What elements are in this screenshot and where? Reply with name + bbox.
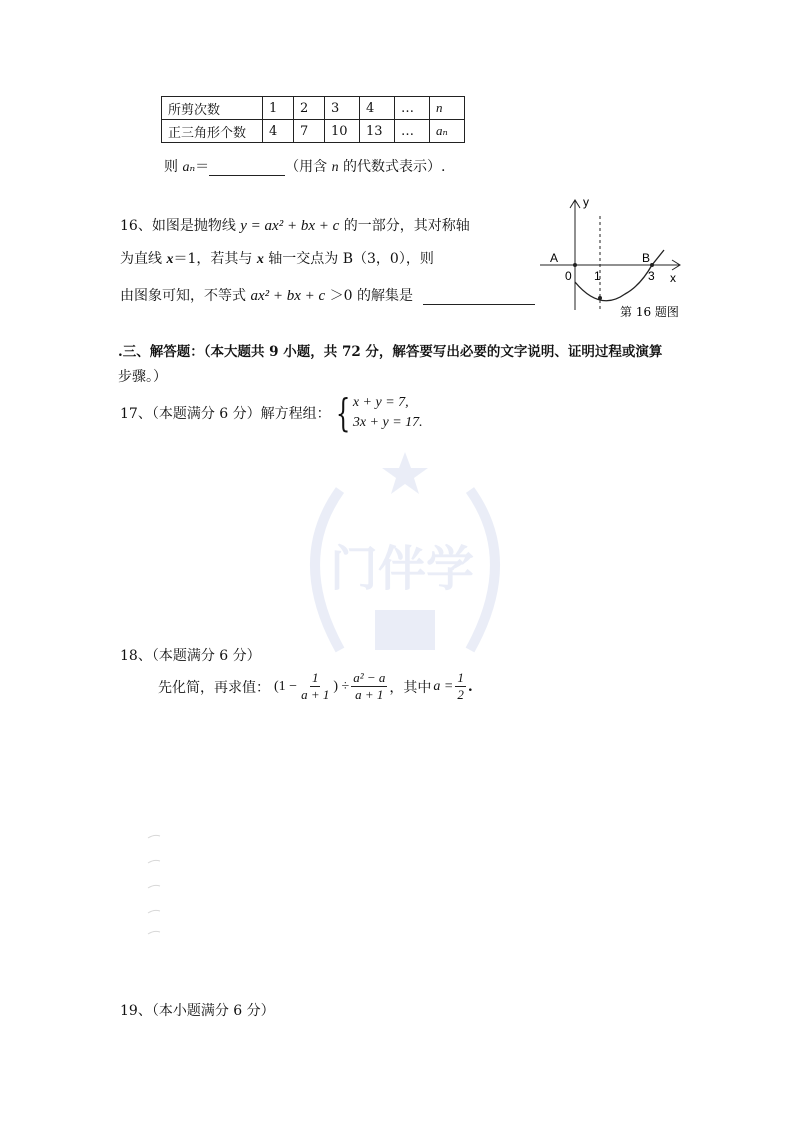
q16-line-1 (120, 215, 470, 235)
figure-caption: 第 16 题图 (620, 305, 679, 319)
q15-eq: ＝ (195, 159, 210, 175)
point-a (573, 263, 577, 267)
table-cell: 正三角形个数 (162, 120, 263, 143)
table-cell: 10 (325, 120, 360, 143)
q16-text: 由图象可知，不等式 (120, 288, 251, 304)
vertex-point (598, 296, 602, 300)
q19-label: 19、（本小题满分 6 分） (120, 1003, 275, 1019)
q18-label: 18、（本题满分 6 分） (120, 648, 261, 664)
q17-equation-system (331, 393, 423, 433)
q18-end: . (467, 678, 473, 695)
q16-parabola-figure (530, 192, 690, 322)
table-cell: … (395, 97, 430, 120)
table-cell: aₙ (430, 120, 465, 143)
q18-fraction-2 (351, 670, 387, 703)
q16-var: x (166, 252, 174, 267)
q17-equation-1: x + y = 7, (352, 395, 409, 410)
table-row (162, 120, 465, 143)
table-cell: 1 (263, 97, 294, 120)
q15-suffix-b: 的代数式表示）. (338, 159, 446, 175)
section-3-heading (118, 340, 698, 386)
fraction-denominator: 2 (457, 687, 464, 702)
table-cell: 4 (263, 120, 294, 143)
q15-var: aₙ (182, 160, 196, 175)
q17 (120, 393, 423, 433)
table-cell: 2 (294, 97, 325, 120)
q15-answer-blank[interactable] (209, 161, 285, 176)
q18-a-equals: a = (433, 678, 454, 694)
q18-text: 先化简，再求值： (158, 679, 270, 696)
pattern-table (161, 96, 465, 143)
label-b: B (642, 251, 651, 265)
x-label: x (670, 271, 676, 285)
q18-open-paren: (1 − (274, 678, 298, 694)
q18-fraction-3 (455, 670, 466, 703)
point-b (650, 263, 654, 267)
q15-answer-line (164, 156, 446, 176)
table-cell: 4 (360, 97, 395, 120)
q16-text: 为直线 (120, 251, 167, 267)
scan-marks (145, 830, 175, 940)
q16-var: x (256, 252, 264, 267)
q16-answer-blank[interactable] (423, 290, 535, 305)
table-cell: … (395, 120, 430, 143)
fraction-numerator: 1 (311, 670, 319, 685)
table-cell: 所剪次数 (162, 97, 263, 120)
q15-suffix-a: （用含 (285, 159, 332, 175)
q18-fraction-1 (299, 670, 331, 703)
fraction-denominator: a + 1 (301, 687, 330, 702)
q16-equation: y = ax² + bx + c (240, 218, 340, 234)
table-row (162, 97, 465, 120)
watermark-text: 门伴学 (330, 541, 475, 597)
fraction-numerator: a² − a (353, 670, 386, 685)
q16-text: 的一部分，其对称轴 (339, 218, 470, 234)
section-3-line-2: 步骤。） (118, 369, 167, 385)
q15-prefix: 则 (164, 159, 183, 175)
q18-close-divide: ) ÷ (333, 678, 350, 694)
brace-icon: { (335, 391, 350, 435)
table-cell: n (430, 97, 465, 120)
y-label: y (583, 195, 589, 209)
watermark (280, 450, 530, 680)
label-origin: 0 (565, 269, 572, 283)
q16-text: 轴一交点为 B（3，0），则 (263, 251, 434, 267)
q18-expression (158, 670, 473, 703)
q17-label: 17、（本题满分 6 分）解方程组： (120, 406, 331, 422)
q16-text: ＞0 的解集是 (325, 288, 413, 304)
q16-text: 16、如图是抛物线 (120, 218, 241, 234)
q17-equation-2: 3x + y = 17. (352, 415, 423, 430)
q16-line-2 (120, 248, 434, 268)
table-cell: 3 (325, 97, 360, 120)
q18-text: ，其中 (389, 679, 432, 696)
q15-suffix-n: n (331, 160, 339, 175)
label-three: 3 (648, 269, 655, 283)
label-a: A (550, 251, 559, 265)
section-3-line-1: .三、解答题：（本大题共 9 小题，共 72 分，解答要写出必要的文字说明、证明过程或演算 (118, 344, 663, 360)
table-cell: 13 (360, 120, 395, 143)
fraction-denominator: a + 1 (355, 687, 384, 702)
label-one: 1 (594, 269, 601, 283)
fraction-numerator: 1 (457, 670, 464, 685)
table-cell: 7 (294, 120, 325, 143)
q16-line-3 (120, 285, 535, 305)
q16-text: ＝1，若其与 (173, 251, 257, 267)
q16-inequality: ax² + bx + c (250, 288, 326, 304)
